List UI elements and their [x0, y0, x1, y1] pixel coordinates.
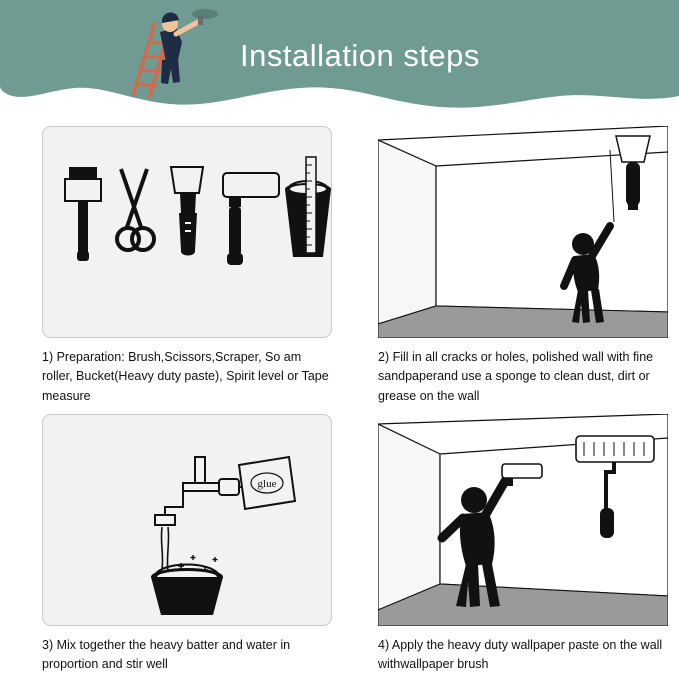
- header-banner: [0, 0, 679, 118]
- water-stream: [161, 527, 168, 571]
- step-3: [42, 414, 332, 675]
- step-2-illustration: [378, 126, 668, 338]
- step-4-illustration: [378, 414, 668, 626]
- step-4: [378, 414, 668, 675]
- step-1-caption: 1) Preparation: Brush,Scissors,Scraper, So am roller, Bucket(Heavy duty paste), Spirit level or Tape measure: [42, 350, 329, 403]
- faucet-icon: [155, 457, 249, 525]
- step-3-illustration: [42, 414, 332, 626]
- paint-roller-icon: [223, 173, 279, 265]
- step-4-caption: 4) Apply the heavy duty wallpaper paste on the wall withwallpaper brush: [378, 638, 663, 672]
- steps-grid: [0, 118, 679, 685]
- scissors-icon: [117, 169, 154, 250]
- ruler-icon: [301, 155, 321, 255]
- step-2: [378, 126, 668, 406]
- glue-packet-icon: [239, 457, 295, 509]
- step-3-caption: 3) Mix together the heavy batter and water in proportion and stir well: [42, 638, 291, 672]
- page-title: Installation steps: [240, 38, 480, 73]
- step-2-caption: 2) Fill in all cracks or holes, polished wall with fine sandpaperand use a sponge to clean dust, dirt or grease on the wall: [378, 350, 654, 403]
- bucket-icon: [151, 565, 223, 616]
- brush-icon: [65, 167, 101, 261]
- step-1: [42, 126, 332, 406]
- glue-label: glue: [257, 478, 277, 490]
- step-1-illustration: [42, 126, 332, 338]
- scraper-icon: [171, 167, 203, 256]
